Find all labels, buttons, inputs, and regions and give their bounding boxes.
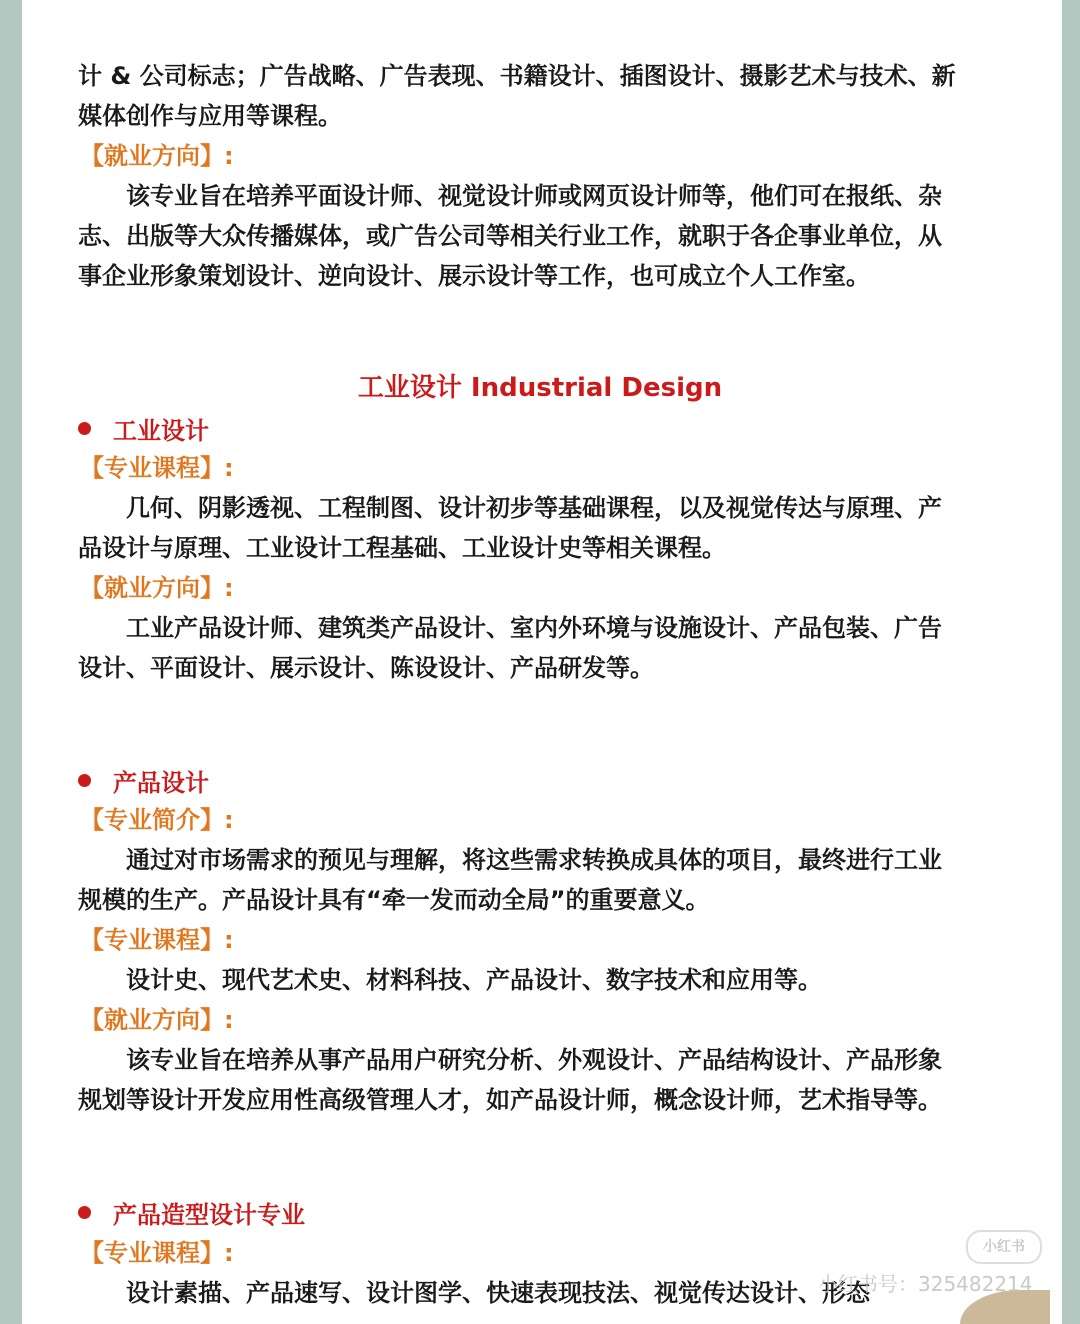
product-modeling-bullet [78,1197,305,1227]
product-design-bullet [78,765,209,795]
watermark-logo: 小红书 [966,1230,1042,1264]
intro-line-1: 计 & 公司标志；广告战略、广告表现、书籍设计、插图设计、摄影艺术与技术、新 [78,62,956,90]
industrial-employment-line-2: 设计、平面设计、展示设计、陈设设计、产品研发等。 [78,654,654,682]
industrial-employment-line-1: 工业产品设计师、建筑类产品设计、室内外环境与设施设计、产品包装、广告 [78,614,942,642]
product-intro-line-2: 规模的生产。产品设计具有“牵一发而动全局”的重要意义。 [78,886,710,914]
product-course-line-1: 设计史、现代艺术史、材料科技、产品设计、数字技术和应用等。 [78,966,822,994]
section-heading: 工业设计 Industrial Design [357,373,723,403]
product-employment-tag: 【就业方向】: [80,1006,234,1034]
intro-employment-line-1: 该专业旨在培养平面设计师、视觉设计师或网页设计师等，他们可在报纸、杂 [78,182,942,210]
industrial-employment-tag: 【就业方向】: [80,574,234,602]
product-modeling-title: 产品造型设计专业 [113,1200,305,1229]
industrial-design-bullet [78,413,209,443]
intro-employment-tag: 【就业方向】: [80,142,234,170]
intro-employment-line-3: 事企业形象策划设计、逆向设计、展示设计等工作，也可成立个人工作室。 [78,262,870,290]
bullet-dot-icon [78,774,91,787]
industrial-course-tag: 【专业课程】: [80,454,234,482]
product-employment-line-1: 该专业旨在培养从事产品用户研究分析、外观设计、产品结构设计、产品形象 [78,1046,942,1074]
industrial-course-line-1: 几何、阴影透视、工程制图、设计初步等基础课程，以及视觉传达与原理、产 [78,494,942,522]
industrial-course-line-2: 品设计与原理、工业设计工程基础、工业设计史等相关课程。 [78,534,726,562]
product-design-title: 产品设计 [113,768,209,797]
product-course-tag: 【专业课程】: [80,926,234,954]
watermark-id-text: 小红书号：325482214 [818,1272,1033,1296]
modeling-course-tag: 【专业课程】: [80,1239,234,1267]
bullet-dot-icon [78,422,91,435]
intro-employment-line-2: 志、出版等大众传播媒体，或广告公司等相关行业工作，就职于各企事业单位，从 [78,222,942,250]
bullet-dot-icon [78,1206,91,1219]
product-intro-line-1: 通过对市场需求的预见与理解，将这些需求转换成具体的项目，最终进行工业 [78,846,942,874]
product-employment-line-2: 规划等设计开发应用性高级管理人才，如产品设计师，概念设计师，艺术指导等。 [78,1086,942,1114]
product-intro-tag: 【专业简介】: [80,806,234,834]
industrial-design-title: 工业设计 [113,416,209,445]
modeling-course-line-1: 设计素描、产品速写、设计图学、快速表现技法、视觉传达设计、形态 [78,1279,870,1307]
intro-line-2: 媒体创作与应用等课程。 [78,102,342,130]
